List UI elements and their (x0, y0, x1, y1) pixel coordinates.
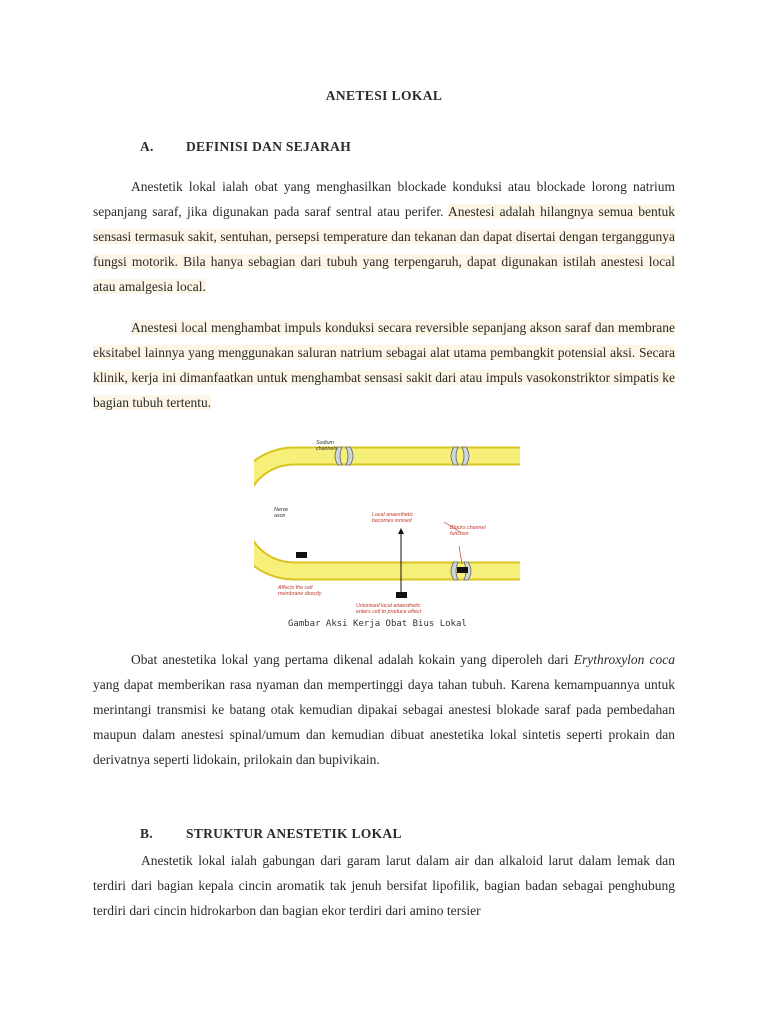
section-b-heading (140, 826, 402, 842)
section-a-number: A. (140, 139, 154, 154)
section-b-number: B. (140, 826, 153, 841)
drug-molecule-outside (396, 592, 407, 598)
paragraph-3-text: Obat anestetika lokal yang pertama dikenal adalah kokain yang diperoleh dari (131, 652, 574, 667)
paragraph-4 (93, 848, 675, 923)
paragraph-1 (93, 174, 675, 299)
figure-caption: Gambar Aksi Kerja Obat Bius Lokal (288, 619, 467, 629)
section-b-label: STRUKTUR ANESTETIK LOKAL (186, 826, 402, 841)
drug-molecule-channel (457, 567, 468, 573)
label-ionised: Local anaesthetic becomes ionised (372, 512, 414, 524)
page-title: ANETESI LOKAL (325, 88, 443, 103)
label-affects-membrane: Affects the cell membrane directly (278, 585, 322, 597)
label-sodium-channels: Sodium channels (316, 440, 338, 452)
label-nerve-axon: Nerve axon (274, 507, 289, 519)
label-blocks-channel: Blocks channel function (450, 525, 486, 537)
drug-molecule-membrane (296, 552, 307, 558)
paragraph-3 (93, 647, 675, 772)
paragraph-1-text: Anestetik lokal ialah obat yang menghasilkan blockade konduksi atau blockade lorong natrium sepanjang saraf, jika digunakan pada saraf sentral atau perifer. (93, 179, 675, 219)
nerve-axon-diagram (254, 436, 520, 632)
label-unionised: Unionised local anaesthetic enters cell to produce effect (356, 603, 422, 615)
paragraph-3-species: Erythroxylon coca (573, 652, 675, 667)
paragraph-1-highlight: Anestesi adalah hilangnya semua bentuk sensasi termasuk sakit, sentuhan, persepsi temperature dan tekanan dan dapat disertai dengan terganggunya fungsi motorik. Bila hanya sebagian dari tubuh yang terpengaruh, dapat digunakan istilah anestesi local atau amalgesia local. (93, 204, 676, 294)
section-a-heading (140, 139, 351, 155)
section-a-label: DEFINISI DAN SEJARAH (186, 139, 352, 154)
nerve-axon-figure (254, 436, 520, 632)
paragraph-3-rest: yang dapat memberikan rasa nyaman dan mempertinggi daya tahan tubuh. Karena kemampuannya untuk merintangi transmisi ke batang otak kemudian dipakai sebagai anestesi blokade saraf pada pembedahan maupun dalam anestesi spinal/umum dan kemudian dibuat anestetika lokal sintetis seperti prokain dan derivatnya seperti lidokain, prilokain dan bupivikain. (93, 677, 675, 767)
paragraph-2-highlight: Anestesi local menghambat impuls konduksi secara reversible sepanjang akson saraf dan membrane eksitabel lainnya yang menggunakan saluran natrium sebagai alat utama pembangkit potensial aksi. Secara klinik, kerja ini dimanfaatkan untuk menghambat sensasi sakit dari atau impuls vasokonstriktor simpatis ke bagian tubuh tertentu. (93, 320, 675, 410)
paragraph-2 (93, 315, 675, 415)
paragraph-4-text: Anestetik lokal ialah gabungan dari garam larut dalam air dan alkaloid larut dalam lemak dan terdiri dari bagian kepala cincin aromatik tak jenuh bersifat lipofilik, bagian badan sebagai penghubung terdiri dari cincin hidrokarbon dan bagian ekor terdiri dari amino tersier (93, 853, 675, 918)
